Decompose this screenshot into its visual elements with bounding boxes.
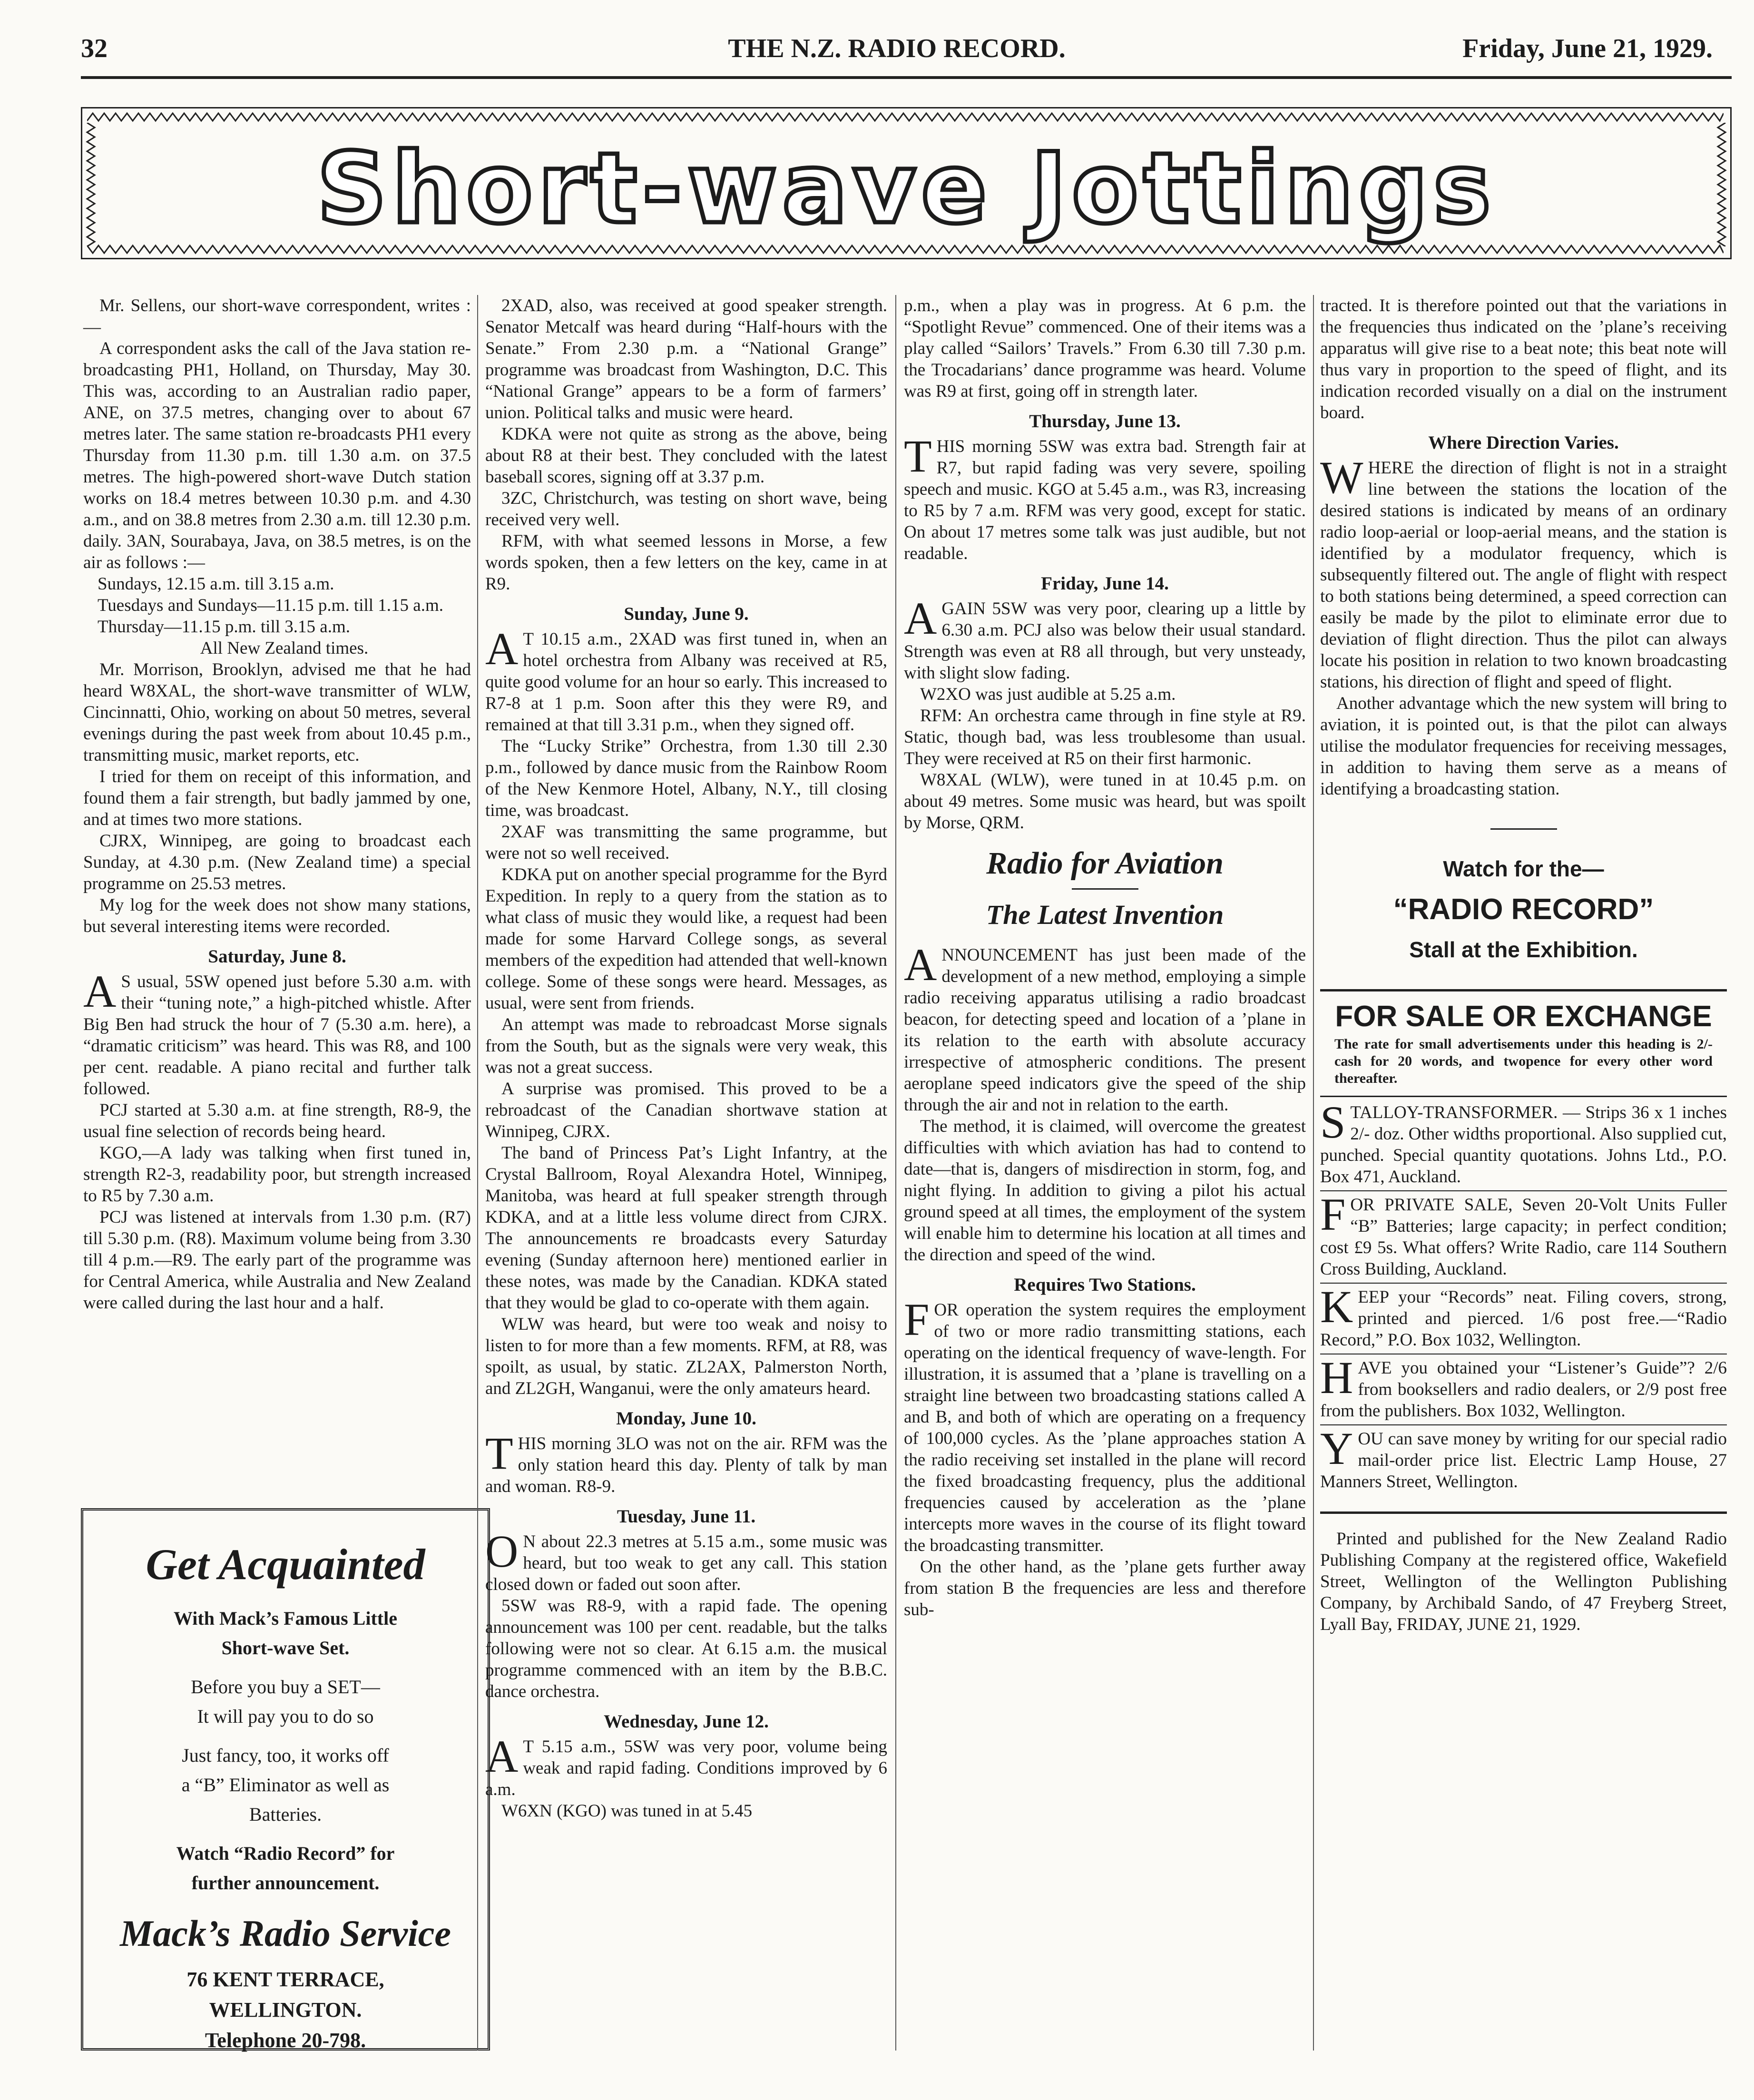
paragraph: THIS morning 3LO was not on the air. RFM was the only station heard this day. Plenty of talk by man and woman. R8-9. bbox=[485, 1428, 887, 1496]
column-1 bbox=[83, 295, 471, 1314]
ad-line: Before you buy a SET— bbox=[191, 1676, 380, 1698]
ad-address: 76 KENT TERRACE, bbox=[186, 1968, 384, 1991]
paragraph: ANNOUNCEMENT has just been made of the development of a new method, employing a simple radio receiving apparatus utilising a radio broadcast beacon, for detecting speed and location of a ’plane in its relation to the earth with absolute accuracy irrespective of atmospheric conditions. The present aeroplane speed indicators give the speed of the ship through the air and not in relation to the earth. bbox=[904, 939, 1306, 1115]
paragraph: The method, it is claimed, will overcome the greatest difficulties with which aviation has had to contend to date—that is, dangers of misdirection in storm, fog, and night flying. In addition to giving a pilot his actual ground speed at all times, the employment of the system will enable him to determine his location at all times and the direction and speed of the wind. bbox=[904, 1117, 1306, 1265]
ad-line: a “B” Eliminator as well as bbox=[181, 1774, 390, 1796]
classified-ad: HAVE you obtained your “Listener’s Guide”? 2/6 from booksellers and radio dealers, or 2/9 post free from the publishers. Box 1032, Wellington. bbox=[1320, 1352, 1727, 1421]
page-number: 32 bbox=[81, 34, 108, 63]
paragraph: THIS morning 5SW was extra bad. Strength fair at R7, but rapid fading was very severe, spoiling speech and music. KGO at 5.45 a.m., was R3, increasing to R5 by 7 a.m. RFM was very good, except for static. On about 17 metres some talk was just audible, but not readable. bbox=[904, 431, 1306, 563]
ad-address: WELLINGTON. bbox=[209, 1998, 362, 2021]
paragraph: RFM: An orchestra came through in fine style at R9. Static, though bad, was less troublesome than usual. They were received at R5 on their first harmonic. bbox=[904, 706, 1306, 768]
section-heading: Where Direction Varies. bbox=[1428, 432, 1619, 453]
ad-brand: Mack’s Radio Service bbox=[119, 1913, 451, 1954]
page-header bbox=[81, 33, 1713, 71]
classified-ad: KEEP your “Records” neat. Filing covers, strong, printed and pierced. 1/6 post free.—“Radio Record,” P.O. Box 1032, Wellington. bbox=[1320, 1281, 1727, 1350]
paragraph: RFM, with what seemed lessons in Morse, a few words spoken, then a few letters on the key, came in at R9. bbox=[485, 531, 887, 594]
paragraph: p.m., when a play was in progress. At 6 p.m. the “Spotlight Revue” commenced. One of their items was a play called “Sailors’ Travels.” From 6.30 till 7.30 p.m. the Trocadarians’ dance programme was heard. Volume was R9 at first, going off in strength later. bbox=[904, 296, 1306, 401]
column-4 bbox=[1320, 295, 1727, 1635]
paragraph: KDKA were not quite as strong as the above, being about R8 at their best. They concluded with the latest baseball scores, signing off at 3.37 p.m. bbox=[485, 424, 887, 487]
column-2 bbox=[485, 295, 887, 1822]
ad-line: Batteries. bbox=[249, 1804, 322, 1825]
issue-date: Friday, June 21, 1929. bbox=[1462, 34, 1713, 63]
classified-ad: FOR PRIVATE SALE, Seven 20-Volt Units Fuller “B” Batteries; large capacity; in perfect condition; cost £9 5s. What offers? Write Radio, care 114 Southern Cross Building, Auckland. bbox=[1320, 1189, 1727, 1279]
column-3 bbox=[904, 295, 1306, 1620]
paragraph: PCJ started at 5.30 a.m. at fine strength, R8-9, the usual fine selection of records being heard. bbox=[83, 1100, 471, 1141]
header-rule bbox=[81, 76, 1732, 79]
paragraph: CJRX, Winnipeg, are going to broadcast each Sunday, at 4.30 p.m. (New Zealand time) a special programme on 25.53 metres. bbox=[83, 831, 471, 893]
classified-list bbox=[1320, 1096, 1727, 1492]
paragraph: 2XAF was transmitting the same programme, but were not so well received. bbox=[485, 822, 887, 863]
paragraph: KGO,—A lady was talking when first tuned in, strength R2-3, readability poor, but strength increased to R5 by 7.30 a.m. bbox=[83, 1143, 471, 1206]
paragraph: AS usual, 5SW opened just before 5.30 a.m. with their “tuning note,” a high-pitched whistle. After Big Ben had struck the hour of 7 (5.30 a.m. here), a “dramatic criticism” was heard. This was R8, and 100 per cent. readable. A piano recital and further talk followed. bbox=[83, 966, 471, 1099]
column-separator bbox=[1313, 295, 1314, 2051]
exhibition-notice-title: “RADIO RECORD” bbox=[1393, 893, 1654, 926]
paragraph: WHERE the direction of flight is not in a straight line between the stations the location of the desired stations is indicated by means of an ordinary radio loop-aerial or loop-aerial means, and the station is identified by a modulator frequency, which is subsequently filtered out. The angle of flight with respect to both stations being determined, a speed correction can easily be made by the pilot to eliminate error due to deviation of flight direction. Thus the pilot can always locate his position in relation to two known broadcasting stations, his direction of flight and speed of flight. bbox=[1320, 452, 1727, 692]
ad-line: Watch “Radio Record” for bbox=[176, 1843, 395, 1864]
ad-line: It will pay you to do so bbox=[197, 1706, 374, 1727]
paragraph: AT 10.15 a.m., 2XAD was first tuned in, when an hotel orchestra from Albany was received at R5, quite good volume for an hour so early. This increased to R7-8 at 1 p.m. Soon after this they were R9, and remained at that till 3.31 p.m., when they signed off. bbox=[485, 623, 887, 735]
divider bbox=[1072, 888, 1138, 890]
paragraph: AT 5.15 a.m., 5SW was very poor, volume being weak and rapid fading. Conditions improved by 6 a.m. bbox=[485, 1731, 887, 1799]
article-subtitle: The Latest Invention bbox=[986, 899, 1224, 930]
ad-telephone: Telephone 20-798. bbox=[205, 2029, 366, 2052]
paragraph: On the other hand, as the ’plane gets further away from station B the frequencies are less and therefore sub- bbox=[904, 1557, 1306, 1619]
paragraph: W2XO was just audible at 5.25 a.m. bbox=[920, 685, 1176, 704]
classified-heading: FOR SALE OR EXCHANGE bbox=[1335, 1000, 1712, 1033]
ad-line: With Mack’s Famous Little bbox=[174, 1608, 397, 1629]
paragraph: 5SW was R8-9, with a rapid fade. The opening announcement was 100 per cent. readable, but the talks following were not so clear. At 6.15 a.m. the musical programme commenced with an item by the B.B.C. dance orchestra. bbox=[485, 1596, 887, 1701]
classified-ad: YOU can save money by writing for our special radio mail-order price list. Electric Lamp House, 27 Manners Street, Wellington. bbox=[1320, 1423, 1727, 1492]
schedule-line: Sundays, 12.15 a.m. till 3.15 a.m. bbox=[98, 574, 334, 594]
column-separator bbox=[895, 295, 896, 2051]
paragraph: 2XAD, also, was received at good speaker strength. Senator Metcalf was heard during “Half-hours with the Senate.” From 2.30 p.m. a “National Grange” programme was broadcast from Washington, D.C. This “National Grange” appears to be a form of farmers’ union. Political talks and music were heard. bbox=[485, 296, 887, 422]
exhibition-notice-line: Watch for the— bbox=[1443, 856, 1604, 881]
paragraph: AGAIN 5SW was very poor, clearing up a little by 6.30 a.m. PCJ also was below their usual standard. Strength was even at R8 all through, but very unsteady, with slight slow fading. bbox=[904, 593, 1306, 683]
zigzag-border-top bbox=[87, 111, 1724, 123]
paragraph: tracted. It is therefore pointed out that the variations in the frequencies thus indicated on the ’plane’s receiving apparatus will give rise to a beat note; this beat note will thus vary in proportion to the speed of flight, and its indication recorded visually on a dial on the instrument board. bbox=[1320, 296, 1727, 422]
schedule-line: Thursday—11.15 p.m. till 3.15 a.m. bbox=[98, 617, 350, 637]
paragraph: 3ZC, Christchurch, was testing on short wave, being received very well. bbox=[485, 489, 887, 530]
ad-line: Just fancy, too, it works off bbox=[182, 1745, 389, 1766]
section-heading: Thursday, June 13. bbox=[1029, 411, 1181, 432]
paragraph: A correspondent asks the call of the Java station re-broadcasting PH1, Holland, on Thursday, May 30. This was, according to an Australian radio paper, ANE, on 37.5 metres, changing over to about 67 metres later. The same station re-broadcasts PH1 every Thursday from 11.30 p.m. till 1.30 a.m. on 37.5 metres. The high-powered short-wave Dutch station works on 18.4 metres between 10.30 p.m. and 4.30 a.m., and on 38.8 metres from 2.30 a.m. till 12.30 p.m. daily. 3AN, Sourabaya, Java, on 38.5 metres, is on the air as follows :— bbox=[83, 339, 471, 572]
section-heading: Wednesday, June 12. bbox=[604, 1711, 769, 1732]
paragraph: An attempt was made to rebroadcast Morse signals from the South, but as the signals were very weak, this was not a great success. bbox=[485, 1015, 887, 1077]
intro-paragraph: Mr. Sellens, our short-wave correspondent, writes :— bbox=[83, 296, 471, 337]
section-heading: Requires Two Stations. bbox=[1014, 1275, 1196, 1295]
schedule-line: Tuesdays and Sundays—11.15 p.m. till 1.15 a.m. bbox=[98, 596, 443, 615]
title-banner bbox=[81, 107, 1732, 259]
paragraph: PCJ was listened at intervals from 1.30 p.m. (R7) till 5.30 p.m. (R8). Maximum volume being from 3.30 till 4 p.m.—R9. The early part of the programme was for Central America, while Australia and New Zealand were called during the last hour and a half. bbox=[83, 1207, 471, 1313]
ad-line: further announcement. bbox=[191, 1872, 380, 1894]
section-heading: Monday, June 10. bbox=[616, 1408, 756, 1429]
paragraph: The band of Princess Pat’s Light Infantry, at the Crystal Ballroom, Royal Alexandra Hotel, Winnipeg, Manitoba, was heard at full speaker strength through KDKA, and at a little less volume direct from CJRX. The announcements re broadcasts every Saturday evening (Sunday afternoon here) mentioned earlier in these notes, was made by the Canadian. KDKA stated that they would be glad to co-operate with them again. bbox=[485, 1143, 887, 1313]
banner-title: Short-wave Jottings bbox=[316, 132, 1496, 245]
section-heading: Friday, June 14. bbox=[1041, 573, 1169, 594]
ad-headline: Get Acquainted bbox=[146, 1540, 425, 1589]
column-separator bbox=[477, 295, 478, 2051]
section-heading: Saturday, June 8. bbox=[208, 946, 346, 967]
schedule-note: All New Zealand times. bbox=[200, 638, 369, 658]
paragraph: A surprise was promised. This proved to be a rebroadcast of the Canadian shortwave station at Winnipeg, CJRX. bbox=[485, 1079, 887, 1141]
paragraph: FOR operation the system requires the employment of two or more radio transmitting stations, each operating on the identical frequency of wave-length. For illustration, it is assumed that a ’plane is travelling on a straight line between two broadcasting stations called A and B, and both of which are operating on a frequency of 100,000 cycles. As the ’plane approaches station A the radio receiving set installed in the plane will record the fixed broadcasting frequency, plus the additional frequencies caused by acceleration as the ’plane intercepts more waves in the course of its flight toward the broadcasting transmitter. bbox=[904, 1294, 1306, 1555]
paragraph: W8XAL (WLW), were tuned in at 10.45 p.m. on about 49 metres. Some music was heard, but was spoilt by Morse, QRM. bbox=[904, 770, 1306, 833]
publication-title: THE N.Z. RADIO RECORD. bbox=[728, 34, 1066, 63]
section-heading: Sunday, June 9. bbox=[624, 604, 749, 624]
divider bbox=[1490, 828, 1557, 830]
section-heading: Tuesday, June 11. bbox=[617, 1506, 756, 1527]
paragraph: WLW was heard, but were too weak and noisy to listen to for more than a few moments. RFM, at R8, was spoilt, as usual, by static. ZL2AX, Palmerston North, and ZL2GH, Wanganui, were the only amateurs heard. bbox=[485, 1315, 887, 1398]
paragraph: My log for the week does not show many stations, but several interesting items were recorded. bbox=[83, 895, 471, 936]
article-title: Radio for Aviation bbox=[986, 846, 1224, 881]
paragraph: W6XN (KGO) was tuned in at 5.45 bbox=[501, 1801, 753, 1821]
paragraph: Another advantage which the new system will bring to aviation, it is pointed out, is that the pilot can always utilise the modulator frequencies for receiving messages, in addition to having them serve as a means of identifying a broadcasting station. bbox=[1320, 694, 1727, 799]
paragraph: Mr. Morrison, Brooklyn, advised me that he had heard W8XAL, the short-wave transmitter of WLW, Cincinnatti, Ohio, working on about 50 metres, several evenings during the past week from about 10.45 p.m., transmitting music, market reports, etc. bbox=[83, 660, 471, 765]
divider bbox=[1320, 1511, 1727, 1514]
ad-line: Short-wave Set. bbox=[221, 1637, 350, 1658]
classified-rates: The rate for small advertisements under this heading is 2/- cash for 20 words, and twopence for every other word thereafter. bbox=[1334, 1036, 1713, 1086]
classified-ad: STALLOY-TRANSFORMER. — Strips 36 x 1 inches 2/- doz. Other widths proportional. Also supplied cut, punched. Special quantity quotations. Johns Ltd., P.O. Box 471, Auckland. bbox=[1320, 1097, 1727, 1187]
paragraph: The “Lucky Strike” Orchestra, from 1.30 till 2.30 p.m., followed by dance music from the Rainbow Room of the New Kenmore Hotel, Albany, N.Y., till closing time, was broadcast. bbox=[485, 736, 887, 820]
mack-radio-advertisement bbox=[81, 1508, 490, 2051]
divider bbox=[1320, 989, 1727, 991]
paragraph: KDKA put on another special programme for the Byrd Expedition. In reply to a query from the station as to what class of music they would like, a request had been made for some Harvard College songs, as several members of the expedition had attended that well-known college. Some of these songs were heard. Messages, as usual, were sent from friends. bbox=[485, 865, 887, 1013]
paragraph: I tried for them on receipt of this information, and found them a fair strength, but badly jammed by one, and at times two more stations. bbox=[83, 767, 471, 829]
paragraph: ON about 22.3 metres at 5.15 a.m., some music was heard, but too weak to get any call. This station closed down or faded out soon after. bbox=[485, 1526, 887, 1594]
exhibition-notice-line: Stall at the Exhibition. bbox=[1409, 937, 1638, 962]
printer-imprint: Printed and published for the New Zealand Radio Publishing Company at the registered office, Wakefield Street, Wellington of the Wellington Publishing Company, by Archibald Sando, of 47 Freyberg Street, Lyall Bay, FRIDAY, JUNE 21, 1929. bbox=[1320, 1529, 1727, 1634]
